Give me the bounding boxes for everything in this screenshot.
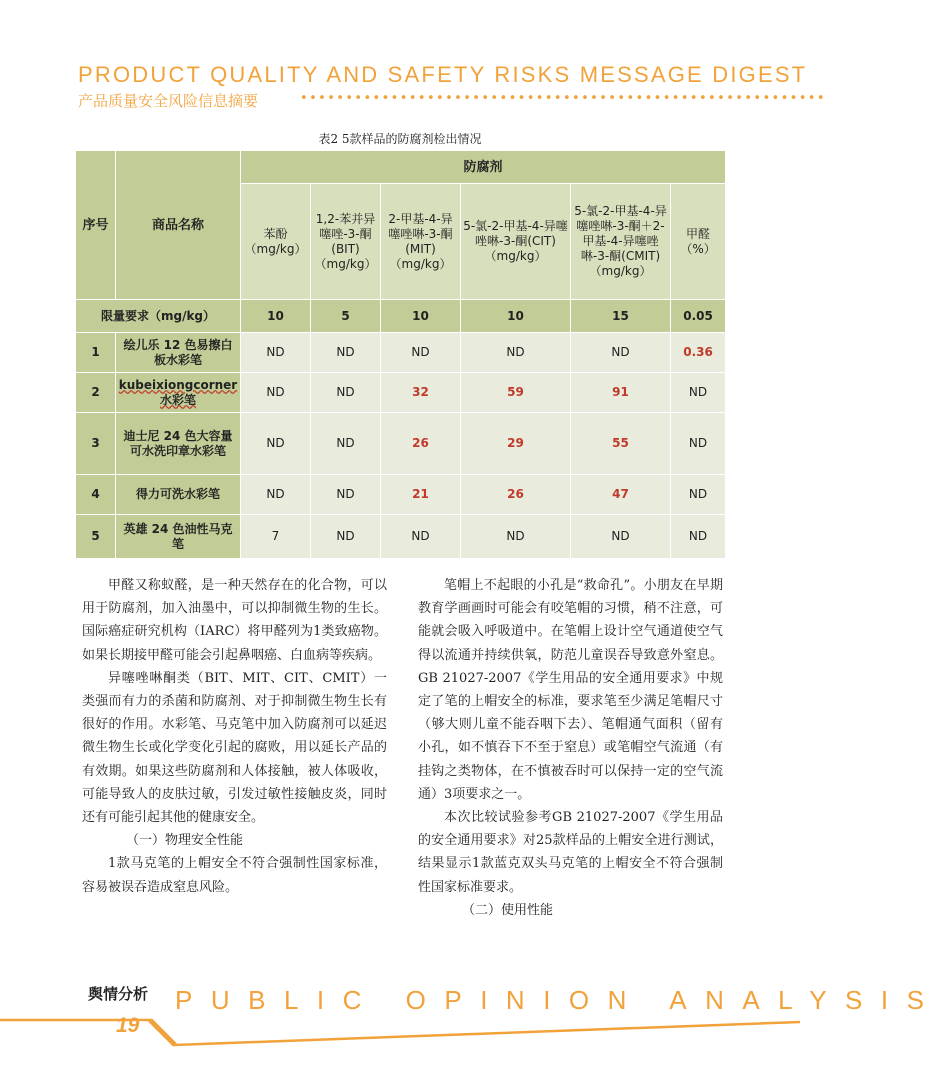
table-row	[76, 475, 726, 515]
section-heading: （一）物理安全性能	[126, 833, 244, 849]
table-row	[76, 413, 726, 475]
cell-value: 7	[241, 515, 311, 559]
cell-value: ND	[671, 413, 726, 475]
cell-value: ND	[461, 333, 571, 373]
limit-value: 5	[311, 300, 381, 333]
table-caption: 表2 5款样品的防腐剂检出情况	[318, 132, 482, 146]
header-phenol: 苯酚（mg/kg）	[241, 184, 311, 300]
header-seq: 序号	[76, 151, 116, 300]
header-cit: 5-氯-2-甲基-4-异噻唑啉-3-酮(CIT)（mg/kg）	[461, 184, 571, 300]
cell-value: ND	[241, 333, 311, 373]
cell-value: 47	[571, 475, 671, 515]
limit-value: 0.05	[671, 300, 726, 333]
row-product-name	[116, 373, 241, 413]
row-number: 3	[76, 413, 116, 475]
row-product-name: 迪士尼 24 色大容量可水洗印章水彩笔	[116, 413, 241, 475]
limit-value: 10	[241, 300, 311, 333]
cell-value: ND	[381, 333, 461, 373]
table-row	[76, 333, 726, 373]
header-name: 商品名称	[116, 151, 241, 300]
cell-value: ND	[381, 515, 461, 559]
cell-value: ND	[311, 413, 381, 475]
row-number: 5	[76, 515, 116, 559]
paragraph: 1款马克笔的上帽安全不符合强制性国家标准，容易被误吞造成窒息风险。	[82, 856, 387, 895]
cell-value: 0.36	[671, 333, 726, 373]
cell-value: ND	[311, 475, 381, 515]
limit-value: 10	[461, 300, 571, 333]
row-number: 1	[76, 333, 116, 373]
preservative-table	[75, 150, 725, 559]
cell-value: 59	[461, 373, 571, 413]
cell-value: ND	[311, 515, 381, 559]
paragraph: 异噻唑啉酮类（BIT、MIT、CIT、CMIT）一类强而有力的杀菌和防腐剂、对于抑制微生物生长有很好的作用。水彩笔、马克笔中加入防腐剂可以延迟微生物生长或化学变化引起的腐败，用以延长产品的有效期。如果这些防腐剂和人体接触，被人体吸收，可能导致人的皮肤过敏，引发过敏性接触皮炎，同时还有可能引起其他的健康安全。	[82, 670, 387, 826]
table-row	[76, 373, 726, 413]
body-left-column	[82, 574, 387, 899]
cell-value: ND	[311, 333, 381, 373]
paragraph: 本次比较试验参考GB 21027-2007《学生用品的安全通用要求》对25款样品的上帽安全进行测试，结果显示1款蓝克双头马克笔的上帽安全不符合强制性国家标准要求。	[418, 810, 723, 895]
section-heading: （二）使用性能	[462, 902, 554, 918]
header-group: 防腐剂	[241, 151, 726, 184]
header-bit: 1,2-苯并异噻唑-3-酮(BIT)（mg/kg）	[311, 184, 381, 300]
cell-value: 32	[381, 373, 461, 413]
row-product-name: 英雄 24 色油性马克笔	[116, 515, 241, 559]
paragraph: 甲醛又称蚁醛，是一种天然存在的化合物，可以用于防腐剂，加入油墨中，可以抑制微生物的生长。国际癌症研究机构（IARC）将甲醛列为1类致癌物。如果长期接甲醛可能会引起鼻咽癌、白血病等疾病。	[82, 578, 387, 663]
header-dotted-rule: ••••••••••••••••••••••••••••••••••••••••••••••••••••••••••	[300, 91, 826, 106]
limit-label: 限量要求（mg/kg）	[76, 300, 241, 333]
cell-value: ND	[671, 373, 726, 413]
cell-value: ND	[461, 515, 571, 559]
limit-value: 10	[381, 300, 461, 333]
cell-value: ND	[571, 515, 671, 559]
table-row	[76, 515, 726, 559]
row-product-name: 得力可洗水彩笔	[116, 475, 241, 515]
header-title-en: PRODUCT QUALITY AND SAFETY RISKS MESSAGE DIGEST	[78, 62, 808, 87]
limit-value: 15	[571, 300, 671, 333]
cell-value: ND	[571, 333, 671, 373]
body-right-column	[418, 574, 723, 922]
cell-value: 55	[571, 413, 671, 475]
cell-value: ND	[671, 475, 726, 515]
header-formaldehyde: 甲醛（%）	[671, 184, 726, 300]
footer-section-en: PUBLIC OPINION ANALYSIS	[175, 985, 942, 1015]
row-product-name: 绘儿乐 12 色易擦白板水彩笔	[116, 333, 241, 373]
row-number: 2	[76, 373, 116, 413]
cell-value: ND	[241, 413, 311, 475]
header-cmit: 5-氯-2-甲基-4-异噻唑啉-3-酮＋2-甲基-4-异噻唑啉-3-酮(CMIT)（mg/kg）	[571, 184, 671, 300]
cell-value: ND	[311, 373, 381, 413]
paragraph: 笔帽上不起眼的小孔是“救命孔”。小朋友在早期教育学画画时可能会有咬笔帽的习惯，稍不注意，可能就会吸入呼吸道中。在笔帽上设计空气通道使空气得以流通并持续供氧，防范儿童误吞导致意外窒息。GB 21027-2007《学生用品的安全通用要求》中规定了笔的上帽安全的标准，要求笔至少满足笔帽尺寸（够大则儿童不能吞咽下去）、笔帽通气面积（留有小孔，如不慎吞下不至于窒息）或笔帽空气流通（有挂钩之类物体，在不慎被吞时可以保持一定的空气流通）3项要求之一。	[418, 578, 723, 802]
footer-section-zh: 舆情分析	[88, 985, 149, 1003]
header-title-zh: 产品质量安全风险信息摘要	[78, 92, 259, 110]
cell-value: ND	[671, 515, 726, 559]
cell-value: ND	[241, 475, 311, 515]
row-number: 4	[76, 475, 116, 515]
cell-value: 21	[381, 475, 461, 515]
row-product-name-text: kubeixiongcorner 水彩笔	[118, 377, 238, 407]
limit-row	[76, 300, 726, 333]
cell-value: 26	[381, 413, 461, 475]
cell-value: 26	[461, 475, 571, 515]
cell-value: 91	[571, 373, 671, 413]
page-number: 19	[116, 1014, 140, 1037]
header-mit: 2-甲基-4-异噻唑啉-3-酮(MIT)（mg/kg）	[381, 184, 461, 300]
cell-value: ND	[241, 373, 311, 413]
cell-value: 29	[461, 413, 571, 475]
